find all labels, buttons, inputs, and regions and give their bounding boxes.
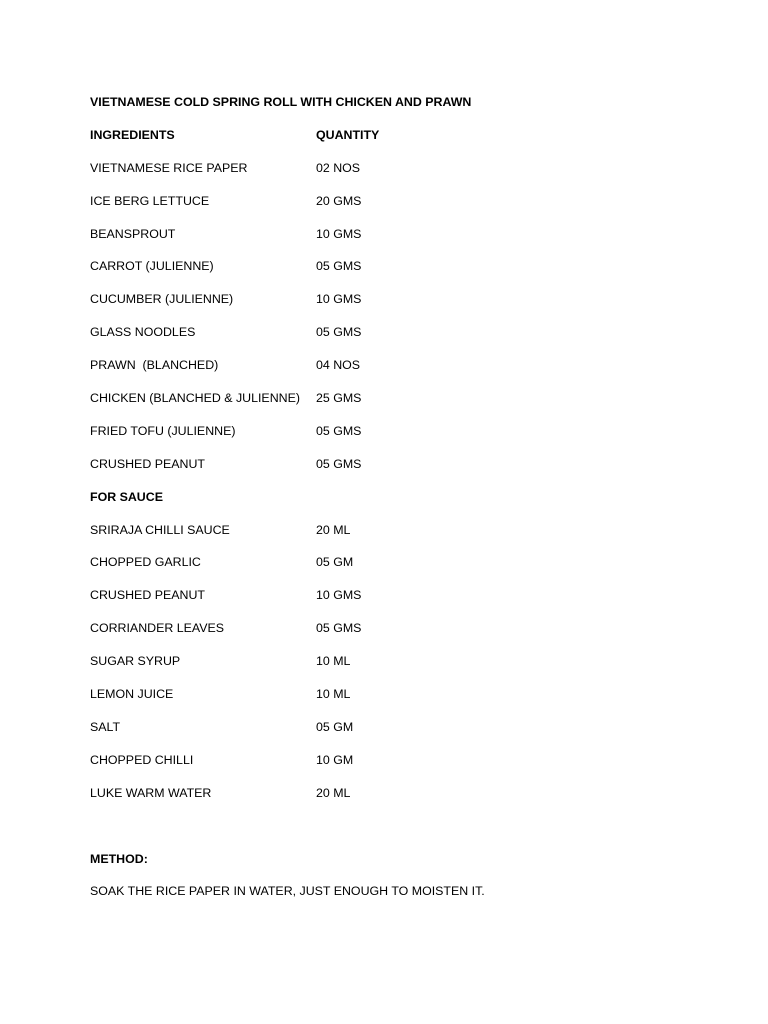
ingredient-qty: 02 NOS (316, 160, 361, 175)
blank-line (90, 818, 690, 851)
ingredient-name: FRIED TOFU (JULIENNE) (90, 423, 236, 438)
table-row (90, 390, 690, 423)
sauce-ingredient-name: CORRIANDER LEAVES (90, 621, 225, 636)
ingredient-qty: 05 GMS (316, 423, 362, 438)
method-heading: METHOD: (90, 851, 148, 866)
ingredient-name: PRAWN (BLANCHED) (90, 358, 219, 373)
ingredient-name: CARROT (JULIENNE) (90, 259, 214, 274)
sauce-ingredient-qty: 10 ML (316, 687, 351, 702)
sauce-ingredient-qty: 20 ML (316, 785, 351, 800)
table-header-row (90, 127, 690, 160)
table-row (90, 653, 690, 686)
ingredient-qty: 05 GMS (316, 259, 362, 274)
table-row (90, 423, 690, 456)
ingredient-qty: 05 GMS (316, 456, 362, 471)
sauce-ingredient-name: CHOPPED GARLIC (90, 555, 201, 570)
table-row (90, 258, 690, 291)
ingredient-qty: 20 GMS (316, 193, 362, 208)
sauce-ingredient-name: LEMON JUICE (90, 687, 174, 702)
table-row (90, 357, 690, 390)
sauce-ingredient-qty: 20 ML (316, 522, 351, 537)
ingredient-name: ICE BERG LETTUCE (90, 193, 210, 208)
sauce-ingredient-qty: 05 GM (316, 719, 354, 734)
quantity-header: QUANTITY (316, 127, 380, 142)
table-row (90, 719, 690, 752)
table-row (90, 160, 690, 193)
ingredient-name: CUCUMBER (JULIENNE) (90, 292, 234, 307)
ingredient-qty: 04 NOS (316, 358, 361, 373)
recipe-content (90, 94, 690, 916)
table-row (90, 226, 690, 259)
sauce-ingredient-name: SRIRAJA CHILLI SAUCE (90, 522, 230, 537)
ingredient-qty: 05 GMS (316, 325, 362, 340)
sauce-ingredient-qty: 10 GM (316, 752, 354, 767)
table-row (90, 686, 690, 719)
sauce-ingredient-qty: 10 GMS (316, 588, 362, 603)
table-row (90, 456, 690, 489)
sauce-ingredient-qty: 05 GM (316, 555, 354, 570)
ingredient-name: VIETNAMESE RICE PAPER (90, 160, 248, 175)
sauce-ingredient-name: SUGAR SYRUP (90, 654, 181, 669)
table-row (90, 324, 690, 357)
sauce-ingredient-name: LUKE WARM WATER (90, 785, 212, 800)
table-row (90, 291, 690, 324)
sauce-ingredient-name: CRUSHED PEANUT (90, 588, 205, 603)
ingredients-header: INGREDIENTS (90, 127, 175, 142)
sauce-heading: FOR SAUCE (90, 489, 163, 504)
recipe-title: VIETNAMESE COLD SPRING ROLL WITH CHICKEN AND PRAWN (90, 95, 472, 109)
ingredient-name: CRUSHED PEANUT (90, 456, 205, 471)
ingredient-name: GLASS NOODLES (90, 325, 196, 340)
method-text: SOAK THE RICE PAPER IN WATER, JUST ENOUGH TO MOISTEN IT. (90, 884, 485, 899)
sauce-ingredient-name: SALT (90, 719, 121, 734)
table-row (90, 587, 690, 620)
table-row (90, 752, 690, 785)
ingredient-qty: 10 GMS (316, 292, 362, 307)
table-row (90, 785, 690, 818)
sauce-ingredient-qty: 05 GMS (316, 621, 362, 636)
table-row (90, 522, 690, 555)
ingredient-name: BEANSPROUT (90, 226, 176, 241)
table-row (90, 620, 690, 653)
ingredient-qty: 25 GMS (316, 391, 362, 406)
ingredient-qty: 10 GMS (316, 226, 362, 241)
table-row (90, 193, 690, 226)
sauce-ingredient-name: CHOPPED CHILLI (90, 752, 194, 767)
table-row (90, 554, 690, 587)
sauce-ingredient-qty: 10 ML (316, 654, 351, 669)
ingredient-name: CHICKEN (BLANCHED & JULIENNE) (90, 391, 300, 406)
